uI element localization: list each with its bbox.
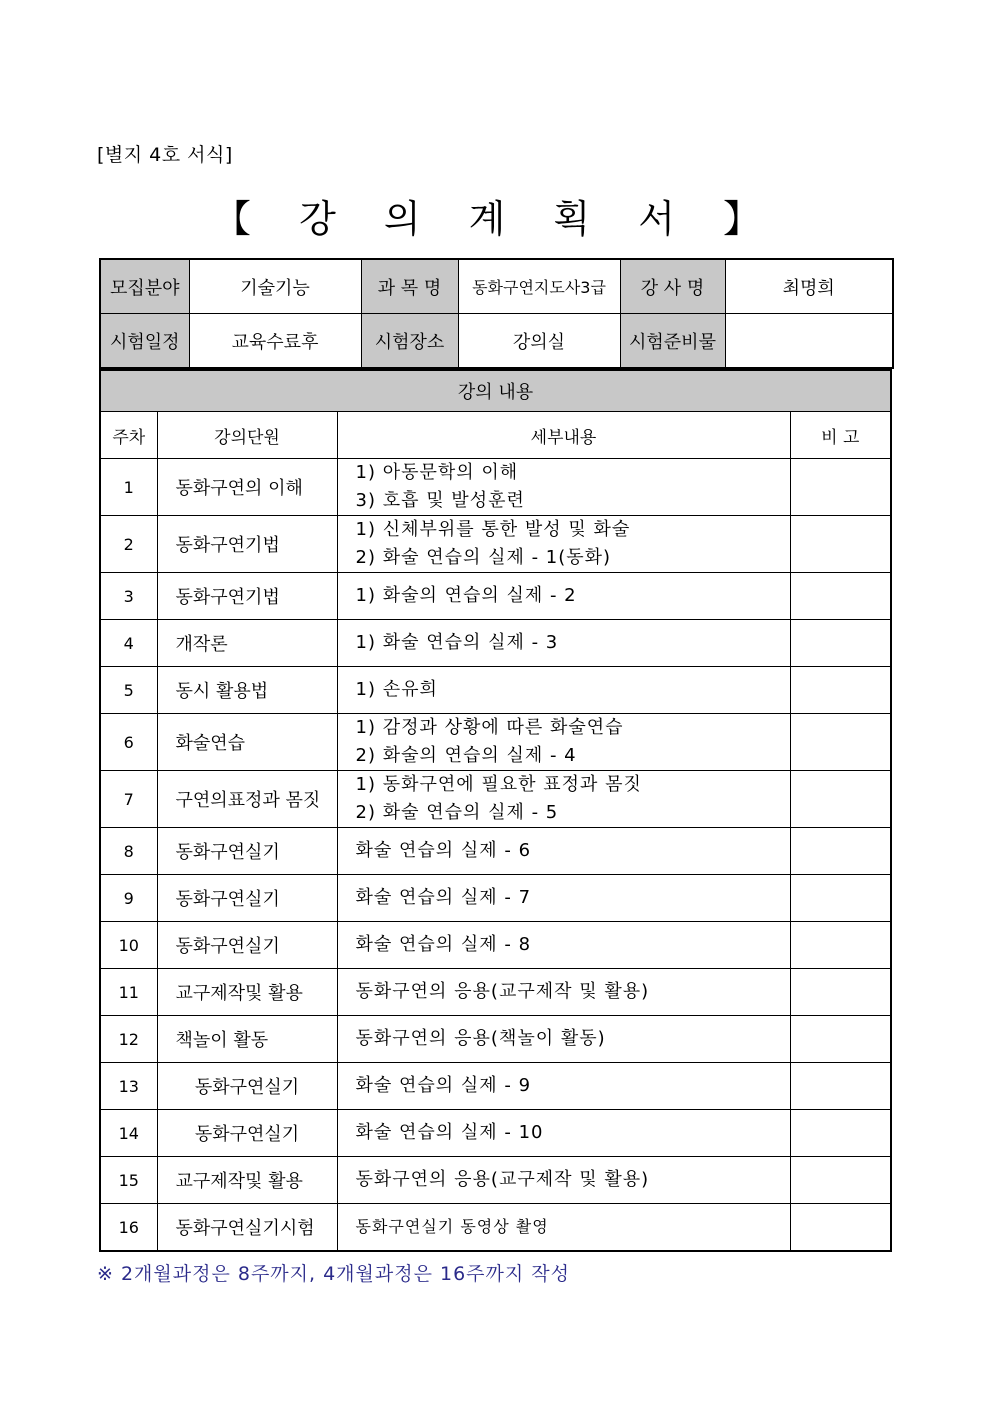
- remark-cell: [790, 875, 891, 922]
- unit-cell: 교구제작및 활용: [157, 1157, 337, 1204]
- detail-cell: [337, 922, 790, 969]
- detail-line: 화술 연습의 실제 - 9: [355, 1075, 532, 1096]
- remark-cell: [790, 573, 891, 620]
- table-row: [100, 459, 891, 516]
- detail-line: 동화구연의 응용(책놀이 활동): [355, 1028, 606, 1049]
- field-value: 기술기능: [189, 259, 361, 314]
- detail-line: 2) 화술의 연습의 실제 - 4: [355, 745, 577, 766]
- table-row: [100, 1063, 891, 1110]
- detail-cell: [337, 1016, 790, 1063]
- detail-line: 1) 아동문학의 이해: [355, 462, 519, 483]
- remark-cell: [790, 1157, 891, 1204]
- week-cell: 5: [100, 667, 157, 714]
- week-cell: 10: [100, 922, 157, 969]
- table-row: [100, 1157, 891, 1204]
- detail-cell: [337, 1204, 790, 1252]
- lecture-plan-table: [99, 369, 892, 1252]
- table-row: [100, 1110, 891, 1157]
- form-number: [별지 4호 서식]: [97, 144, 233, 166]
- section-title: 강의 내용: [100, 370, 891, 412]
- remark-cell: [790, 459, 891, 516]
- field-label: 모집분야: [100, 259, 189, 314]
- detail-line: 동화구연실기 동영상 촬영: [355, 1217, 549, 1236]
- unit-cell: 동화구연실기: [157, 828, 337, 875]
- remark-cell: [790, 620, 891, 667]
- detail-line: 화술 연습의 실제 - 8: [355, 934, 532, 955]
- page-title: 【 강 의 계 획 서 】: [212, 197, 779, 241]
- table-row: [100, 573, 891, 620]
- remark-cell: [790, 771, 891, 828]
- exam-supplies-label: 시험준비물: [620, 314, 725, 369]
- table-row: [100, 714, 891, 771]
- detail-cell: [337, 828, 790, 875]
- detail-line: 화술 연습의 실제 - 7: [355, 887, 532, 908]
- table-row: [100, 771, 891, 828]
- detail-cell: [337, 969, 790, 1016]
- remark-cell: [790, 667, 891, 714]
- column-header-remark: 비 고: [790, 412, 891, 459]
- week-cell: 2: [100, 516, 157, 573]
- detail-line: 동화구연의 응용(교구제작 및 활용): [355, 981, 650, 1002]
- table-row: [100, 667, 891, 714]
- instructor-value: 최명희: [725, 259, 893, 314]
- unit-cell: 구연의표정과 몸짓: [157, 771, 337, 828]
- detail-cell: [337, 459, 790, 516]
- detail-line: 1) 화술의 연습의 실제 - 2: [355, 585, 577, 606]
- detail-line: 1) 화술 연습의 실제 - 3: [355, 632, 559, 653]
- exam-date-value: 교육수료후: [189, 314, 361, 369]
- remark-cell: [790, 1204, 891, 1252]
- unit-cell: 동화구연실기: [157, 875, 337, 922]
- detail-cell: [337, 667, 790, 714]
- exam-date-label: 시험일정: [100, 314, 189, 369]
- unit-cell: 동화구연실기시험: [157, 1204, 337, 1252]
- subject-value: 동화구연지도사3급: [458, 259, 620, 314]
- table-row: [100, 1016, 891, 1063]
- remark-cell: [790, 828, 891, 875]
- detail-cell: [337, 620, 790, 667]
- detail-line: 2) 화술 연습의 실제 - 5: [355, 802, 559, 823]
- unit-cell: 동화구연실기: [157, 1110, 337, 1157]
- remark-cell: [790, 1110, 891, 1157]
- detail-cell: [337, 771, 790, 828]
- detail-cell: [337, 1157, 790, 1204]
- table-row: [100, 969, 891, 1016]
- footnote: ※ 2개월과정은 8주까지, 4개월과정은 16주까지 작성: [97, 1263, 570, 1285]
- unit-cell: 동시 활용법: [157, 667, 337, 714]
- table-row: [100, 620, 891, 667]
- remark-cell: [790, 969, 891, 1016]
- week-cell: 11: [100, 969, 157, 1016]
- detail-cell: [337, 875, 790, 922]
- week-cell: 16: [100, 1204, 157, 1252]
- detail-line: 1) 손유희: [355, 679, 438, 700]
- week-cell: 12: [100, 1016, 157, 1063]
- week-cell: 1: [100, 459, 157, 516]
- week-cell: 15: [100, 1157, 157, 1204]
- unit-cell: 동화구연기법: [157, 573, 337, 620]
- exam-place-label: 시험장소: [361, 314, 458, 369]
- unit-cell: 교구제작및 활용: [157, 969, 337, 1016]
- week-cell: 14: [100, 1110, 157, 1157]
- subject-label: 과 목 명: [361, 259, 458, 314]
- detail-line: 1) 동화구연에 필요한 표정과 몸짓: [355, 774, 642, 795]
- week-cell: 6: [100, 714, 157, 771]
- detail-cell: [337, 1063, 790, 1110]
- remark-cell: [790, 1016, 891, 1063]
- table-row: [100, 922, 891, 969]
- column-header-week: 주차: [100, 412, 157, 459]
- detail-line: 2) 화술 연습의 실제 - 1(동화): [355, 547, 612, 568]
- week-cell: 7: [100, 771, 157, 828]
- unit-cell: 동화구연의 이해: [157, 459, 337, 516]
- detail-line: 1) 감정과 상황에 따른 화술연습: [355, 717, 624, 738]
- exam-place-value: 강의실: [458, 314, 620, 369]
- course-info-table: [99, 258, 894, 369]
- table-row: [100, 875, 891, 922]
- unit-cell: 화술연습: [157, 714, 337, 771]
- detail-cell: [337, 714, 790, 771]
- remark-cell: [790, 922, 891, 969]
- week-cell: 13: [100, 1063, 157, 1110]
- unit-cell: 개작론: [157, 620, 337, 667]
- week-cell: 8: [100, 828, 157, 875]
- detail-cell: [337, 516, 790, 573]
- detail-cell: [337, 1110, 790, 1157]
- detail-line: 3) 호흡 및 발성훈련: [355, 490, 525, 511]
- detail-line: 화술 연습의 실제 - 10: [355, 1122, 544, 1143]
- column-header-detail: 세부내용: [337, 412, 790, 459]
- week-cell: 4: [100, 620, 157, 667]
- week-cell: 3: [100, 573, 157, 620]
- exam-supplies-value: [725, 314, 893, 369]
- instructor-label: 강 사 명: [620, 259, 725, 314]
- table-row: [100, 1204, 891, 1252]
- unit-cell: 동화구연실기: [157, 1063, 337, 1110]
- detail-cell: [337, 573, 790, 620]
- table-row: [100, 828, 891, 875]
- unit-cell: 동화구연기법: [157, 516, 337, 573]
- detail-line: 1) 신체부위를 통한 발성 및 화술: [355, 519, 631, 540]
- remark-cell: [790, 1063, 891, 1110]
- unit-cell: 책놀이 활동: [157, 1016, 337, 1063]
- week-cell: 9: [100, 875, 157, 922]
- column-header-unit: 강의단원: [157, 412, 337, 459]
- detail-line: 동화구연의 응용(교구제작 및 활용): [355, 1169, 650, 1190]
- unit-cell: 동화구연실기: [157, 922, 337, 969]
- remark-cell: [790, 714, 891, 771]
- remark-cell: [790, 516, 891, 573]
- table-row: [100, 516, 891, 573]
- detail-line: 화술 연습의 실제 - 6: [355, 840, 532, 861]
